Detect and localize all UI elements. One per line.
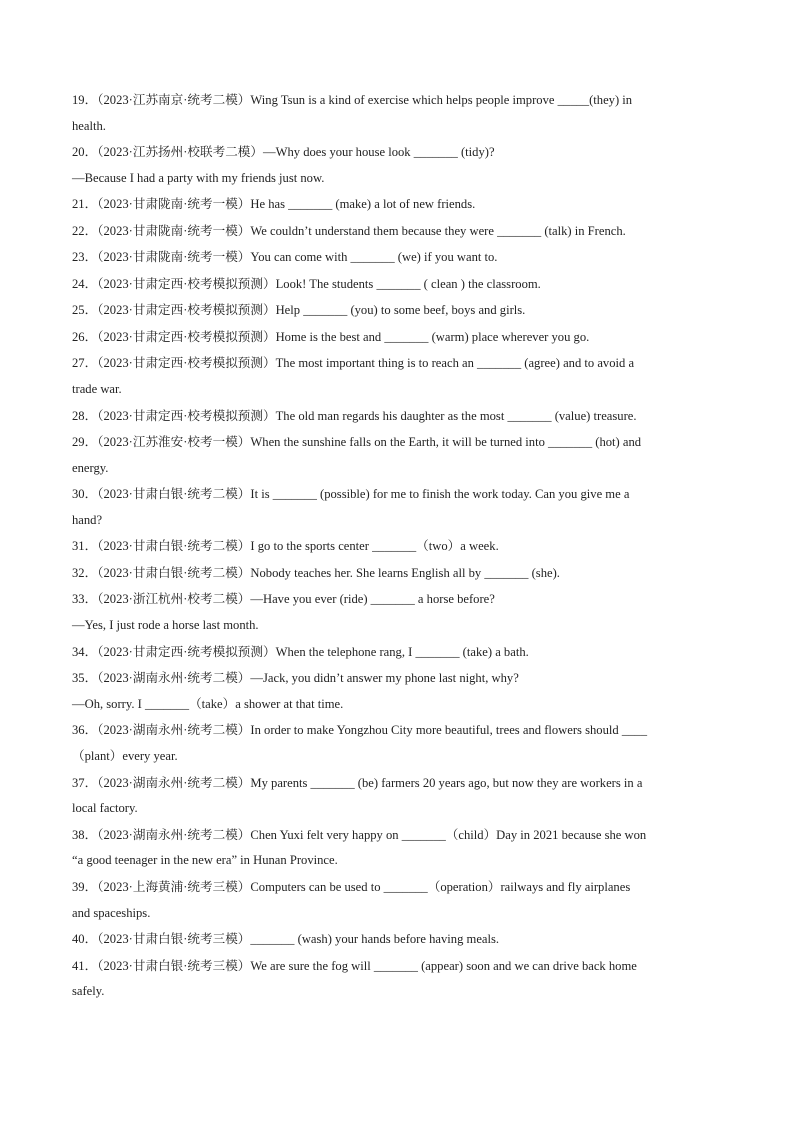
question-21	[72, 196, 724, 213]
question-text: 34．（2023·甘肃定西·统考模拟预测）When the telephone rang, I _______ (take) a bath.	[72, 644, 529, 659]
question-text-continued: energy.	[72, 460, 109, 475]
question-37	[72, 775, 724, 818]
question-33	[72, 591, 724, 634]
question-text: 31．（2023·甘肃白银·统考二模）I go to the sports center _______（two）a week.	[72, 539, 499, 554]
question-text: 22．（2023·甘肃陇南·统考一模）We couldn’t understand them because they were _______ (talk) in French.	[72, 223, 626, 238]
question-text: 19．（2023·江苏南京·统考二模）Wing Tsun is a kind of exercise which helps people improve _____(they) in	[72, 93, 633, 107]
question-35	[72, 670, 724, 713]
question-text-continued: “a good teenager in the new era” in Hunan Province.	[72, 853, 338, 868]
question-36	[72, 722, 724, 765]
question-text: 28．（2023·甘肃定西·校考模拟预测）The old man regards his daughter as the most _______ (value) treasure.	[72, 408, 637, 423]
question-text-continued: health.	[72, 118, 106, 133]
question-39	[72, 879, 724, 922]
question-text: 40．（2023·甘肃白银·统考三模）_______ (wash) your hands before having meals.	[72, 932, 500, 947]
question-40	[72, 931, 724, 948]
question-34	[72, 644, 724, 661]
question-32	[72, 565, 724, 582]
question-23	[72, 249, 724, 266]
question-text: 33．（2023·浙江杭州·校考二模）—Have you ever (ride) _______ a horse before?	[72, 592, 495, 607]
question-text: 35．（2023·湖南永州·统考二模）—Jack, you didn’t answer my phone last night, why?	[72, 671, 519, 686]
question-text-continued: （plant）every year.	[72, 749, 178, 763]
question-30	[72, 486, 724, 529]
question-text: 38．（2023·湖南永州·统考二模）Chen Yuxi felt very happy on _______（child）Day in 2021 because she won	[72, 827, 647, 842]
question-38	[72, 827, 724, 870]
question-27	[72, 355, 724, 398]
question-text: 29．（2023·江苏淮安·校考一模）When the sunshine falls on the Earth, it will be turned into _______ (hot) and	[72, 435, 642, 450]
question-19	[72, 92, 724, 135]
question-24	[72, 276, 724, 293]
question-text: 24．（2023·甘肃定西·校考模拟预测）Look! The students _______ ( clean ) the classroom.	[72, 276, 541, 291]
question-text: 36．（2023·湖南永州·统考二模）In order to make Yongzhou City more beautiful, trees and flowers should ____	[72, 723, 648, 738]
question-22	[72, 223, 724, 240]
question-text-continued: —Yes, I just rode a horse last month.	[72, 618, 259, 633]
question-text: 30．（2023·甘肃白银·统考二模）It is _______ (possible) for me to finish the work today. Can you give me a	[72, 487, 630, 502]
question-text: 41．（2023·甘肃白银·统考三模）We are sure the fog will _______ (appear) soon and we can drive back home	[72, 958, 637, 973]
question-text-continued: safely.	[72, 984, 105, 999]
question-29	[72, 434, 724, 477]
question-text: 20．（2023·江苏扬州·校联考二模）—Why does your house look _______ (tidy)?	[72, 145, 495, 160]
question-text: 37．（2023·湖南永州·统考二模）My parents _______ (be) farmers 20 years ago, but now they are workers in a	[72, 775, 643, 790]
question-text: 39．（2023·上海黄浦·统考三模）Computers can be used to _______（operation）railways and fly airplanes	[72, 879, 631, 894]
question-41	[72, 958, 724, 1001]
question-text: 21．（2023·甘肃陇南·统考一模）He has _______ (make) a lot of new friends.	[72, 197, 476, 212]
question-text-continued: —Because I had a party with my friends just now.	[72, 170, 325, 185]
question-31	[72, 538, 724, 555]
question-text: 27．（2023·甘肃定西·校考模拟预测）The most important thing is to reach an _______ (agree) and to avoid a	[72, 356, 635, 371]
question-text: 26．（2023·甘肃定西·校考模拟预测）Home is the best and _______ (warm) place wherever you go.	[72, 329, 590, 344]
question-text-continued: local factory.	[72, 801, 138, 816]
question-26	[72, 329, 724, 346]
question-text-continued: hand?	[72, 512, 103, 527]
question-text: 25．（2023·甘肃定西·校考模拟预测）Help _______ (you) to some beef, boys and girls.	[72, 303, 526, 318]
question-text-continued: —Oh, sorry. I _______（take）a shower at that time.	[72, 696, 344, 711]
question-20	[72, 144, 724, 187]
question-text-continued: trade war.	[72, 382, 122, 397]
question-text-continued: and spaceships.	[72, 905, 151, 920]
question-list	[72, 92, 724, 1000]
question-text: 23．（2023·甘肃陇南·统考一模）You can come with _______ (we) if you want to.	[72, 250, 498, 265]
question-25	[72, 302, 724, 319]
question-text: 32．（2023·甘肃白银·统考二模）Nobody teaches her. She learns English all by _______ (she).	[72, 565, 560, 580]
question-28	[72, 408, 724, 425]
